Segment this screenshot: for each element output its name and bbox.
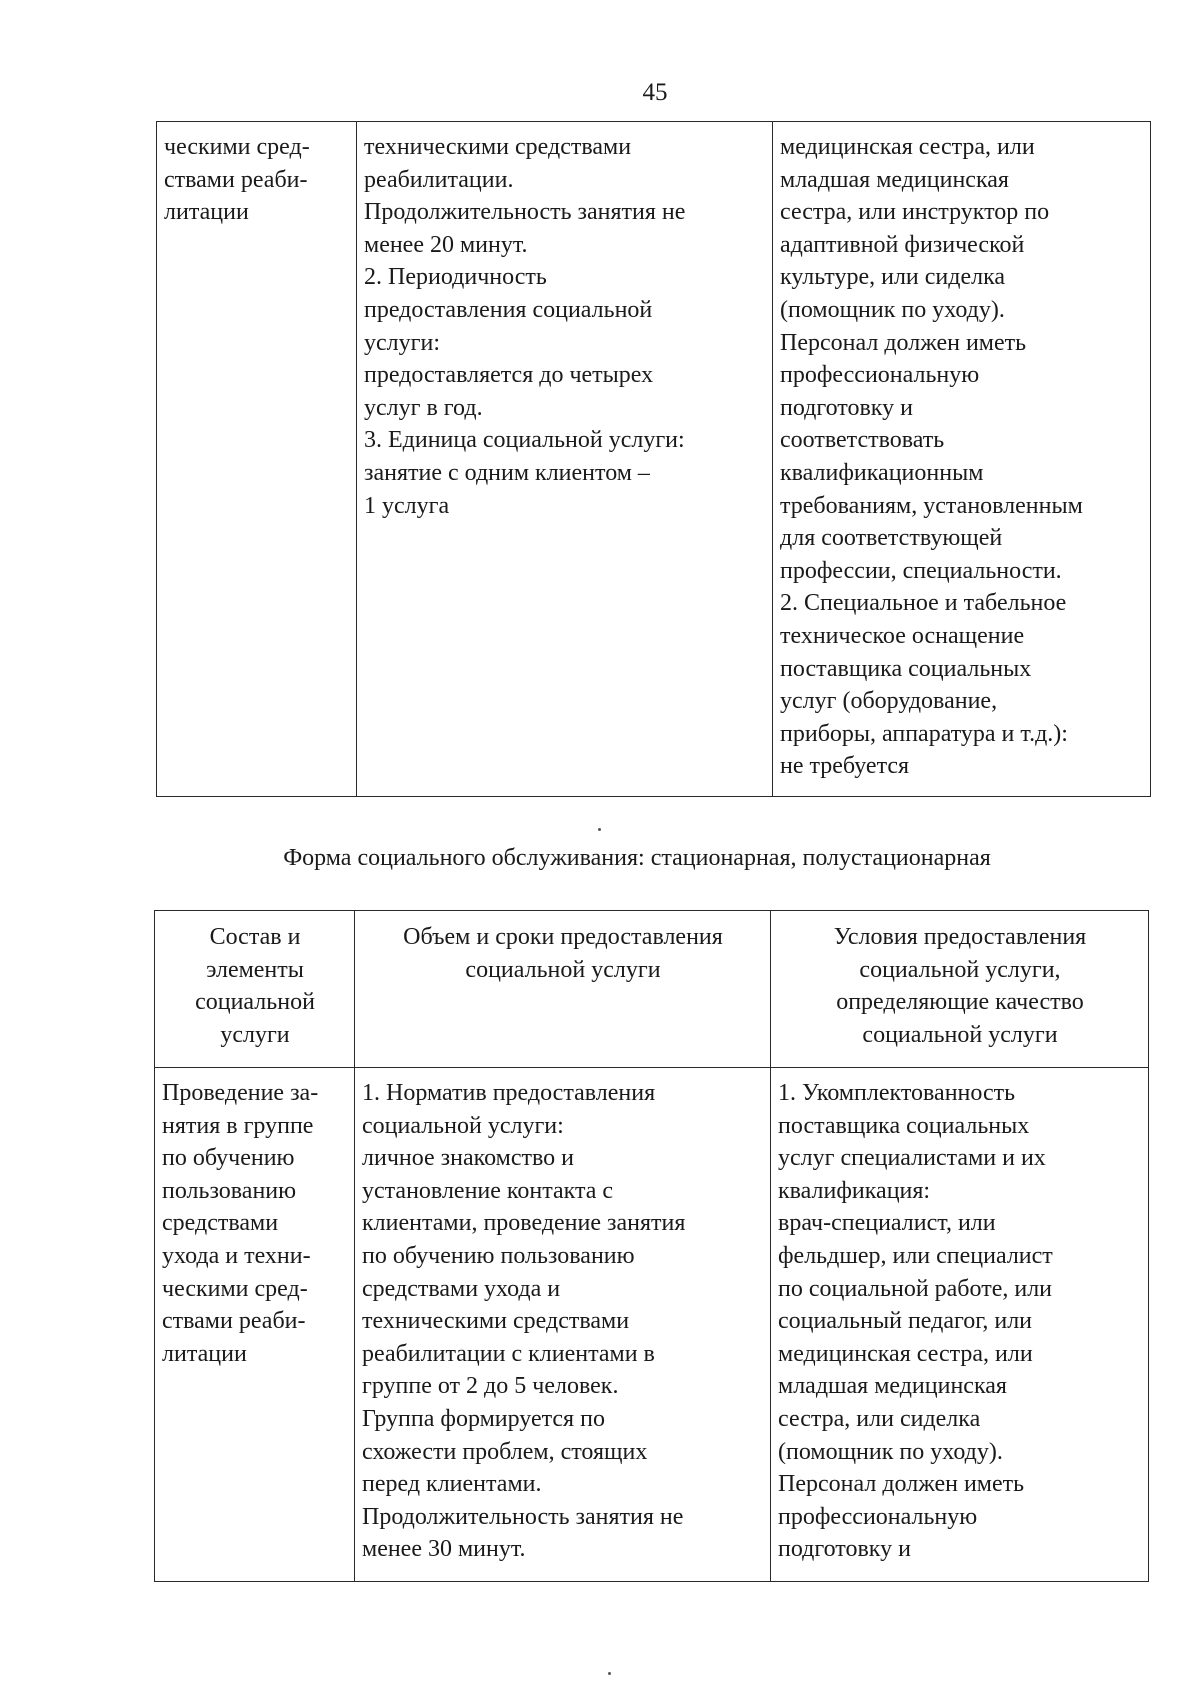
text-line: младшая медицинская: [778, 1373, 1007, 1400]
continuation-table: [156, 121, 1151, 797]
header-volume-terms: [355, 911, 771, 1068]
text-line: средствами: [162, 1210, 279, 1237]
text-line: Объем и сроки предоставления: [403, 924, 723, 950]
header-service-elements: [155, 911, 355, 1068]
text-line: подготовку и: [780, 394, 913, 421]
section-title: Форма социального обслуживания: стационарная, полустационарная: [283, 845, 991, 871]
text-line: ствами реаби-: [164, 166, 308, 193]
text-line: пользованию: [162, 1177, 297, 1204]
text-line: услуг специалистами и их: [778, 1145, 1046, 1172]
text-line: клиентами, проведение занятия: [362, 1210, 686, 1237]
text-line: Персонал должен иметь: [778, 1471, 1025, 1498]
text-line: Группа формируется по: [362, 1405, 605, 1432]
text-line: реабилитации с клиентами в: [362, 1340, 655, 1367]
text-line: профессиональную: [780, 362, 980, 389]
text-line: 3. Единица социальной услуги:: [364, 427, 685, 454]
text-line: менее 20 минут.: [364, 231, 528, 258]
text-line: группе от 2 до 5 человек.: [362, 1373, 619, 1400]
text-line: поставщика социальных: [778, 1112, 1030, 1139]
service-volume-cell: [355, 1068, 771, 1582]
text-line: (помощник по уходу).: [778, 1438, 1003, 1465]
text-line: не требуется: [780, 753, 910, 780]
text-line: литации: [164, 199, 249, 226]
text-line: сестра, или сиделка: [778, 1405, 981, 1432]
services-table: [154, 910, 1149, 1582]
text-line: поставщика социальных: [780, 655, 1032, 682]
service-conditions-cell: [773, 122, 1151, 797]
text-line: сестра, или инструктор по: [780, 199, 1050, 226]
service-element-cell: [155, 1068, 355, 1582]
text-line: 1 услуга: [364, 492, 450, 519]
text-line: элементы: [206, 956, 304, 983]
text-line: социальной услуги,: [859, 956, 1061, 983]
table-row: [155, 1068, 1149, 1582]
text-line: ствами реаби-: [162, 1308, 306, 1335]
text-line: услуг в год.: [364, 394, 483, 421]
text-line: 1. Укомплектованность: [778, 1080, 1016, 1106]
table-row: [157, 122, 1151, 797]
text-line: подготовку и: [778, 1536, 911, 1563]
text-line: приборы, аппаратура и т.д.):: [780, 720, 1068, 747]
page-number: 45: [642, 79, 668, 106]
service-conditions-cell: [771, 1068, 1149, 1582]
header-quality-conditions: [771, 911, 1149, 1068]
text-line: профессии, специальности.: [780, 557, 1062, 584]
text-line: техническими средствами: [364, 134, 632, 160]
text-line: предоставления социальной: [364, 296, 653, 323]
text-line: Состав и: [209, 924, 301, 950]
text-line: менее 30 минут.: [362, 1536, 526, 1563]
text-line: культуре, или сиделка: [780, 264, 1006, 291]
text-line: социальный педагог, или: [778, 1308, 1033, 1335]
text-line: установление контакта с: [362, 1177, 614, 1204]
service-element-cell: [157, 122, 357, 797]
text-line: нятия в группе: [162, 1112, 314, 1139]
text-line: Условия предоставления: [833, 924, 1087, 950]
service-volume-cell: [357, 122, 773, 797]
text-line: схожести проблем, стоящих: [362, 1438, 648, 1465]
text-line: услуги: [220, 1021, 290, 1048]
text-line: литации: [162, 1340, 247, 1367]
text-line: социальной: [195, 989, 315, 1016]
text-line: адаптивной физической: [780, 231, 1025, 258]
text-line: Проведение за-: [162, 1080, 319, 1106]
text-line: определяющие качество: [836, 989, 1084, 1016]
text-line: социальной услуги: [465, 956, 661, 983]
text-line: (помощник по уходу).: [780, 296, 1005, 323]
text-line: личное знакомство и: [362, 1145, 574, 1172]
text-line: ухода и техни-: [162, 1242, 311, 1269]
scan-speck: [598, 828, 601, 831]
text-line: услуги:: [364, 329, 440, 356]
text-line: медицинская сестра, или: [778, 1340, 1033, 1367]
text-line: социальной услуги:: [362, 1112, 564, 1139]
text-line: по обучению: [162, 1145, 295, 1172]
text-line: техническими средствами: [362, 1308, 630, 1335]
text-line: социальной услуги: [862, 1021, 1058, 1048]
scan-speck: [608, 1672, 611, 1675]
text-line: квалификация:: [778, 1177, 931, 1204]
text-line: занятие с одним клиентом –: [364, 459, 650, 486]
text-line: 2. Специальное и табельное: [780, 590, 1067, 617]
text-line: ческими сред-: [162, 1275, 308, 1302]
text-line: врач-специалист, или: [778, 1210, 996, 1237]
text-line: квалификационным: [780, 459, 984, 486]
text-line: предоставляется до четырех: [364, 362, 654, 389]
text-line: услуг (оборудование,: [780, 688, 998, 715]
text-line: Персонал должен иметь: [780, 329, 1027, 356]
text-line: по обучению пользованию: [362, 1242, 635, 1269]
text-line: ческими сред-: [164, 134, 310, 160]
text-line: Продолжительность занятия не: [364, 199, 686, 226]
text-line: фельдшер, или специалист: [778, 1242, 1053, 1269]
text-line: профессиональную: [778, 1503, 978, 1530]
table-header-row: [155, 911, 1149, 1068]
text-line: реабилитации.: [364, 166, 514, 193]
text-line: 1. Норматив предоставления: [362, 1080, 656, 1106]
text-line: техническое оснащение: [780, 622, 1025, 649]
text-line: средствами ухода и: [362, 1275, 561, 1302]
text-line: перед клиентами.: [362, 1471, 542, 1498]
text-line: по социальной работе, или: [778, 1275, 1053, 1302]
text-line: 2. Периодичность: [364, 264, 547, 291]
text-line: медицинская сестра, или: [780, 134, 1035, 160]
text-line: Продолжительность занятия не: [362, 1503, 684, 1530]
text-line: младшая медицинская: [780, 166, 1009, 193]
text-line: соответствовать: [780, 427, 945, 454]
text-line: для соответствующей: [780, 525, 1003, 552]
text-line: требованиям, установленным: [780, 492, 1083, 519]
